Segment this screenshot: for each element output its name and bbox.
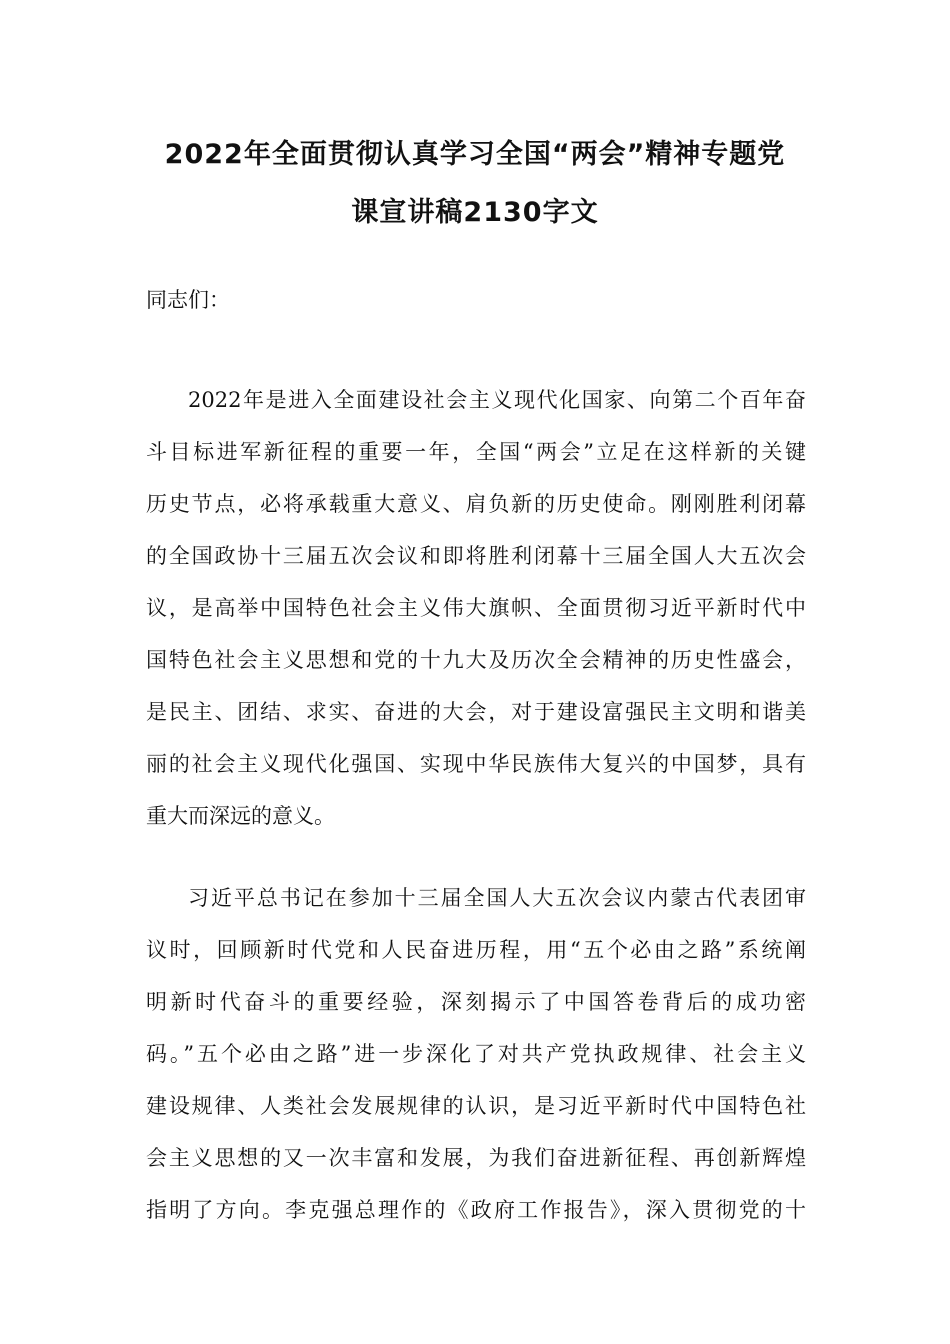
paragraph-line: 丽的社会主义现代化强国、实现中华民族伟大复兴的中国梦，具有 <box>146 752 806 776</box>
document-title <box>120 126 830 242</box>
paragraph-line: 国特色社会主义思想和党的十九大及历次全会精神的历史性盛会， <box>146 648 806 672</box>
paragraph-2 <box>146 872 806 1236</box>
paragraph-line: 斗目标进军新征程的重要一年，全国“两会”立足在这样新的关键 <box>146 440 806 464</box>
title-line-1: 2022年全面贯彻认真学习全国“两会”精神专题党 <box>164 139 786 170</box>
paragraph-line: 是民主、团结、求实、奋进的大会，对于建设富强民主文明和谐美 <box>146 700 806 724</box>
paragraph-line: 议时，回顾新时代党和人民奋进历程，用“五个必由之路”系统阐 <box>146 938 806 962</box>
paragraph-line: 2022年是进入全面建设社会主义现代化国家、向第二个百年奋 <box>188 388 806 412</box>
paragraph-line: 指明了方向。李克强总理作的《政府工作报告》，深入贯彻党的十 <box>146 1198 806 1222</box>
paragraph-line: 历史节点，必将承载重大意义、肩负新的历史使命。刚刚胜利闭幕 <box>146 492 806 516</box>
greeting: 同志们： <box>146 288 230 312</box>
paragraph-line: 重大而深远的意义。 <box>146 804 335 828</box>
paragraph-line: 习近平总书记在参加十三届全国人大五次会议内蒙古代表团审 <box>188 886 806 910</box>
paragraph-line: 会主义思想的又一次丰富和发展，为我们奋进新征程、再创新辉煌 <box>146 1146 806 1170</box>
paragraph-line: 议，是高举中国特色社会主义伟大旗帜、全面贯彻习近平新时代中 <box>146 596 806 620</box>
paragraph-line: 码。”五个必由之路”进一步深化了对共产党执政规律、社会主义 <box>146 1042 806 1066</box>
paragraph-line: 建设规律、人类社会发展规律的认识，是习近平新时代中国特色社 <box>146 1094 806 1118</box>
paragraph-line: 的全国政协十三届五次会议和即将胜利闭幕十三届全国人大五次会 <box>146 544 806 568</box>
paragraph-1 <box>146 374 806 842</box>
paragraph-line: 明新时代奋斗的重要经验，深刻揭示了中国答卷背后的成功密 <box>146 990 806 1014</box>
title-line-2: 课宣讲稿2130字文 <box>351 197 599 228</box>
